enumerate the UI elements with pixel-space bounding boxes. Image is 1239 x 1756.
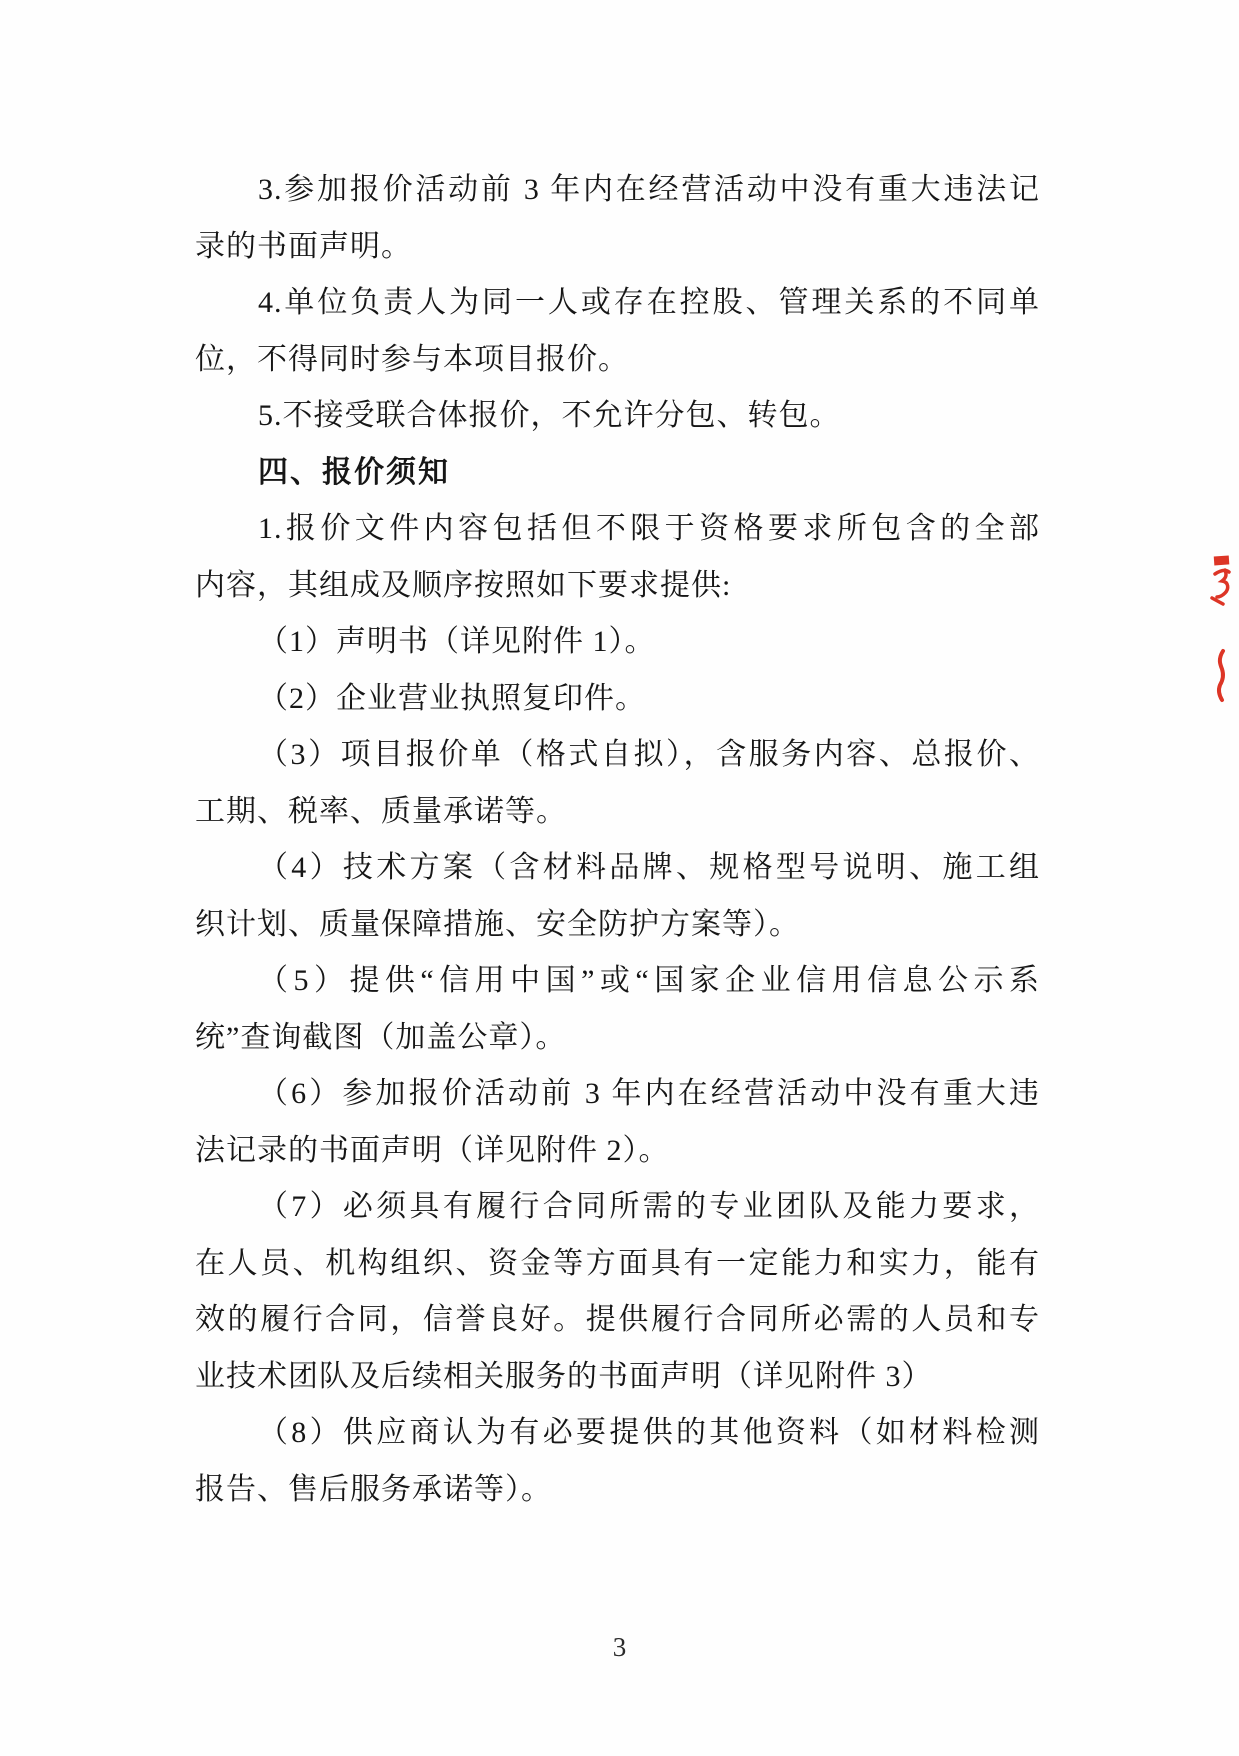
paragraph-subitem-4	[195, 840, 1040, 953]
seal-stroke	[1214, 555, 1230, 565]
paragraph-subitem-7	[195, 1179, 1040, 1405]
heading-text: 四、报价须知	[258, 455, 450, 489]
seal-stroke	[1217, 570, 1228, 597]
section-heading-quotation-notes	[195, 445, 1040, 502]
page-number: 3	[612, 1632, 627, 1662]
red-seal-fragment-icon	[1204, 551, 1239, 623]
paragraph-subitem-1	[195, 614, 1040, 671]
text-line: （5）提供“信用中国”或“国家企业信用信息公示系	[258, 964, 1040, 997]
text-line: 1.报价文件内容包括但不限于资格要求所包含的全部	[258, 512, 1040, 545]
text-line: 工期、税率、质量承诺等。	[195, 794, 567, 828]
text-line: （2）企业营业执照复印件。	[258, 681, 646, 715]
paragraph-item-5	[195, 388, 1040, 445]
text-line: 5.不接受联合体报价，不允许分包、转包。	[258, 399, 841, 432]
seal-stroke	[1219, 651, 1223, 700]
paragraph-subitem-5	[195, 953, 1040, 1066]
text-line: （1）声明书（详见附件 1）。	[258, 625, 656, 658]
text-line: 效的履行合同，信誉良好。提供履行合同所必需的人员和专	[195, 1303, 1040, 1336]
text-line: （3）项目报价单（格式自拟），含服务内容、总报价、	[258, 738, 1040, 771]
text-line: 法记录的书面声明（详见附件 2）。	[195, 1133, 670, 1167]
text-line: （4）技术方案（含材料品牌、规格型号说明、施工组	[258, 851, 1040, 884]
seal-stroke	[1215, 570, 1229, 574]
red-seal-fragment-icon	[1210, 648, 1230, 704]
text-line: 内容，其组成及顺序按照如下要求提供:	[195, 568, 732, 602]
text-line: 业技术团队及后续相关服务的书面声明（详见附件 3）	[195, 1359, 933, 1393]
text-line: 报告、售后服务承诺等）。	[195, 1472, 552, 1506]
paragraph-subitem-6	[195, 1066, 1040, 1179]
text-line: （8）供应商认为有必要提供的其他资料（如材料检测	[258, 1416, 1040, 1449]
paragraph-item-1	[195, 501, 1040, 614]
text-line: （7）必须具有履行合同所需的专业团队及能力要求，	[258, 1190, 1040, 1223]
text-line: 在人员、机构组织、资金等方面具有一定能力和实力，能有	[195, 1246, 1040, 1280]
text-line: 4.单位负责人为同一人或存在控股、管理关系的不同单	[258, 286, 1040, 319]
paragraph-item-4	[195, 275, 1040, 388]
paragraph-item-3	[195, 162, 1040, 275]
text-line: 统”查询截图（加盖公章）。	[195, 1020, 567, 1054]
text-line: 录的书面声明。	[195, 229, 412, 263]
text-line: 织计划、质量保障措施、安全防护方案等）。	[195, 907, 800, 941]
text-line: 位，不得同时参与本项目报价。	[195, 342, 629, 376]
seal-stroke	[1212, 598, 1223, 604]
paragraph-subitem-3	[195, 727, 1040, 840]
text-line: 3.参加报价活动前 3 年内在经营活动中没有重大违法记	[258, 173, 1040, 206]
paragraph-subitem-8	[195, 1405, 1040, 1518]
text-line: （6）参加报价活动前 3 年内在经营活动中没有重大违	[258, 1077, 1040, 1110]
paragraph-subitem-2	[195, 671, 1040, 728]
document-body	[195, 162, 1040, 1518]
